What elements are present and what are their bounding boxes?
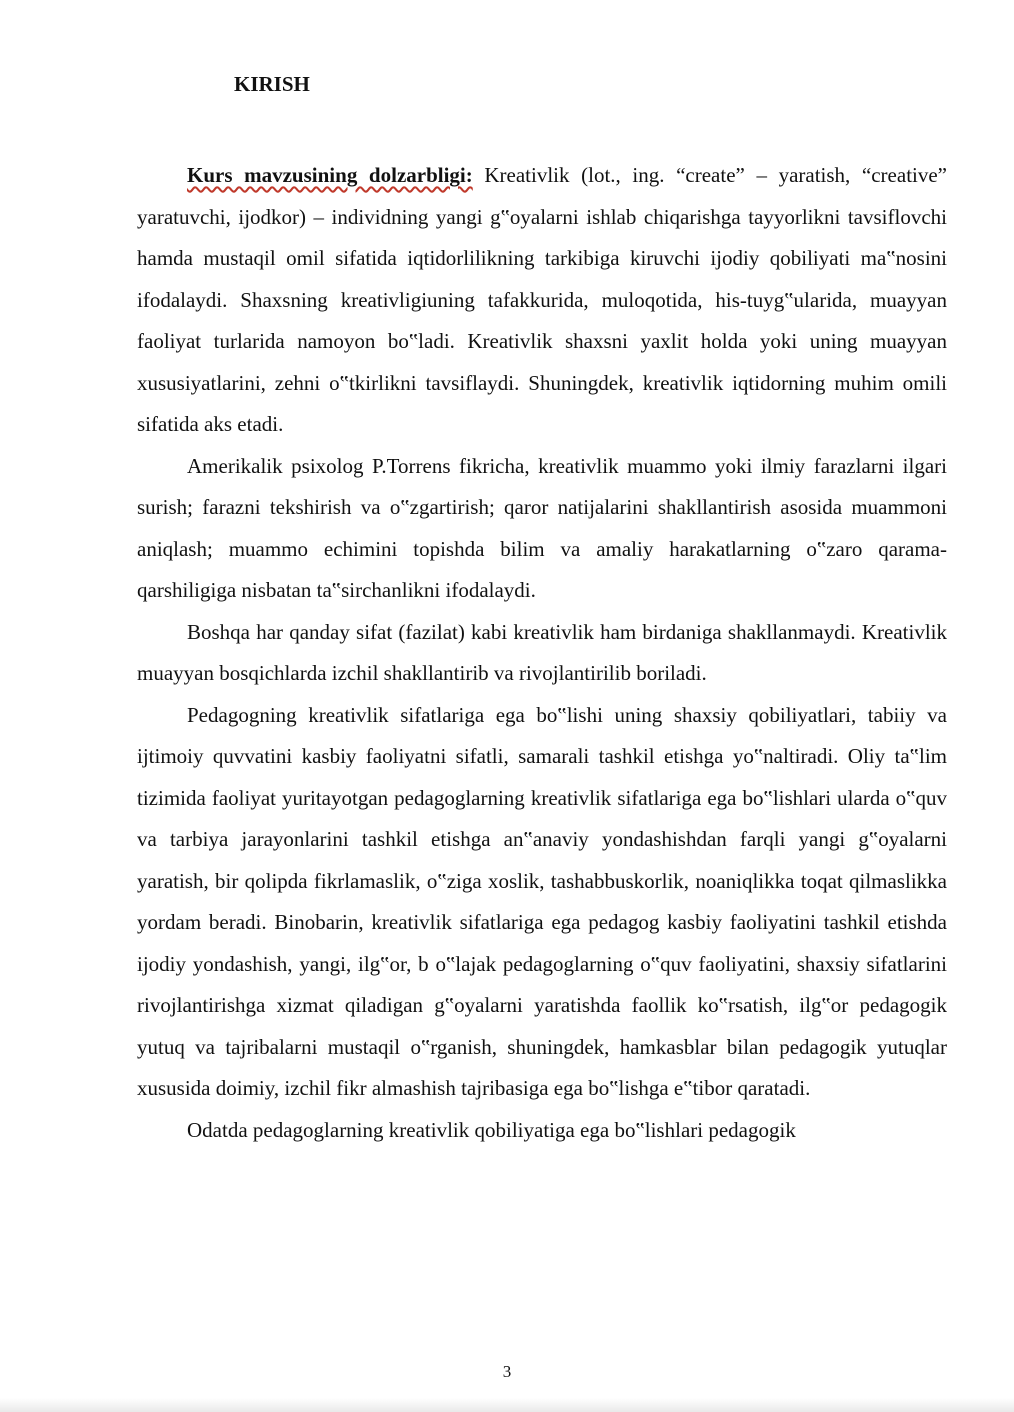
paragraph-text: Boshqa har qanday sifat (fazilat) kabi kreativlik ham birdaniga shakllanmaydi. Kreativlik muayyan bosqichlarda izchil shakllantirib va rivojlantirilib boriladi. xyxy=(137,619,947,685)
paragraph-relevance xyxy=(137,155,947,446)
page-bottom-shadow xyxy=(0,1398,1014,1412)
document-body xyxy=(137,155,947,1151)
paragraph-formation xyxy=(137,612,947,695)
paragraph-continuation xyxy=(137,1110,947,1152)
paragraph-text: Amerikalik psixolog P.Torrens fikricha, kreativlik muammo yoki ilmiy farazlarni ilgari surish; farazni tekshirish va o‟zgartirish; qaror natijalarini shakllantirish asosida muammoni aniqlash; muammo echimini topishda bilim va amaliy harakatlarning o‟zaro qarama-qarshiligiga nisbatan ta‟sirchanlikni ifodalaydi. xyxy=(137,453,947,602)
paragraph-torrens xyxy=(137,446,947,612)
paragraph-text: Pedagogning kreativlik sifatlariga ega bo‟lishi uning shaxsiy qobiliyatlari, tabiiy va ijtimoiy quvvatini kasbiy faoliyatni sifatli, samarali tashkil etishga yo‟naltiradi. Oliy ta‟lim tizimida faoliyat yuritayotgan pedagoglarning kreativlik sifatlariga ega bo‟lishlari ularda o‟quv va tarbiya jarayonlarini tashkil etishga an‟anaviy yondashishdan farqli yangi g‟oyalarni yaratish, bir qolipda fikrlamaslik, o‟ziga xoslik, tashabbuskorlik, noaniqlikka toqat qilmaslikka yordam beradi. Binobarin, kreativlik sifatlariga ega pedagog kasbiy faoliyatini tashkil etishda ijodiy yondashish, yangi, ilg‟or, b o‟lajak pedagoglarning o‟quv faoliyatini, shaxsiy sifatlarini rivojlantirishga xizmat qiladigan g‟oyalarni yaratishda faollik ko‟rsatish, ilg‟or pedagogik yutuq va tajribalarni mustaqil o‟rganish, shuningdek, hamkasblar bilan pedagogik yutuqlar xususida doimiy, izchil fikr almashish tajribasiga ega bo‟lishga e‟tibor qaratadi. xyxy=(137,702,947,1100)
paragraph-pedagogue xyxy=(137,695,947,1110)
section-heading: KIRISH xyxy=(234,72,310,96)
paragraph-text: Kreativlik (lot., ing. “create” – yaratish, “creative” yaratuvchi, ijodkor) – individning yangi g‟oyalarni ishlab chiqarishga tayyorlikni tavsiflovchi hamda mustaqil omil sifatida iqtidorlilikning tarkibiga kiruvchi ijodiy qobiliyati ma‟nosini ifodalaydi. Shaxsning kreativligiuning tafakkurida, muloqotida, his-tuyg‟ularida, muayyan faoliyat turlarida namoyon bo‟ladi. Kreativlik shaxsni yaxlit holda yoki uning muayyan xususiyatlarini, zehni o‟tkirlikni tavsiflaydi. Shuningdek, kreativlik iqtidorning muhim omili sifatida aks etadi. xyxy=(137,163,948,436)
paragraph-text: Odatda pedagoglarning kreativlik qobiliyatiga ega bo‟lishlari pedagogik xyxy=(187,1117,796,1142)
page-number: 3 xyxy=(502,1362,512,1381)
paragraph-lead: Kurs mavzusining dolzarbligi: xyxy=(187,163,473,187)
